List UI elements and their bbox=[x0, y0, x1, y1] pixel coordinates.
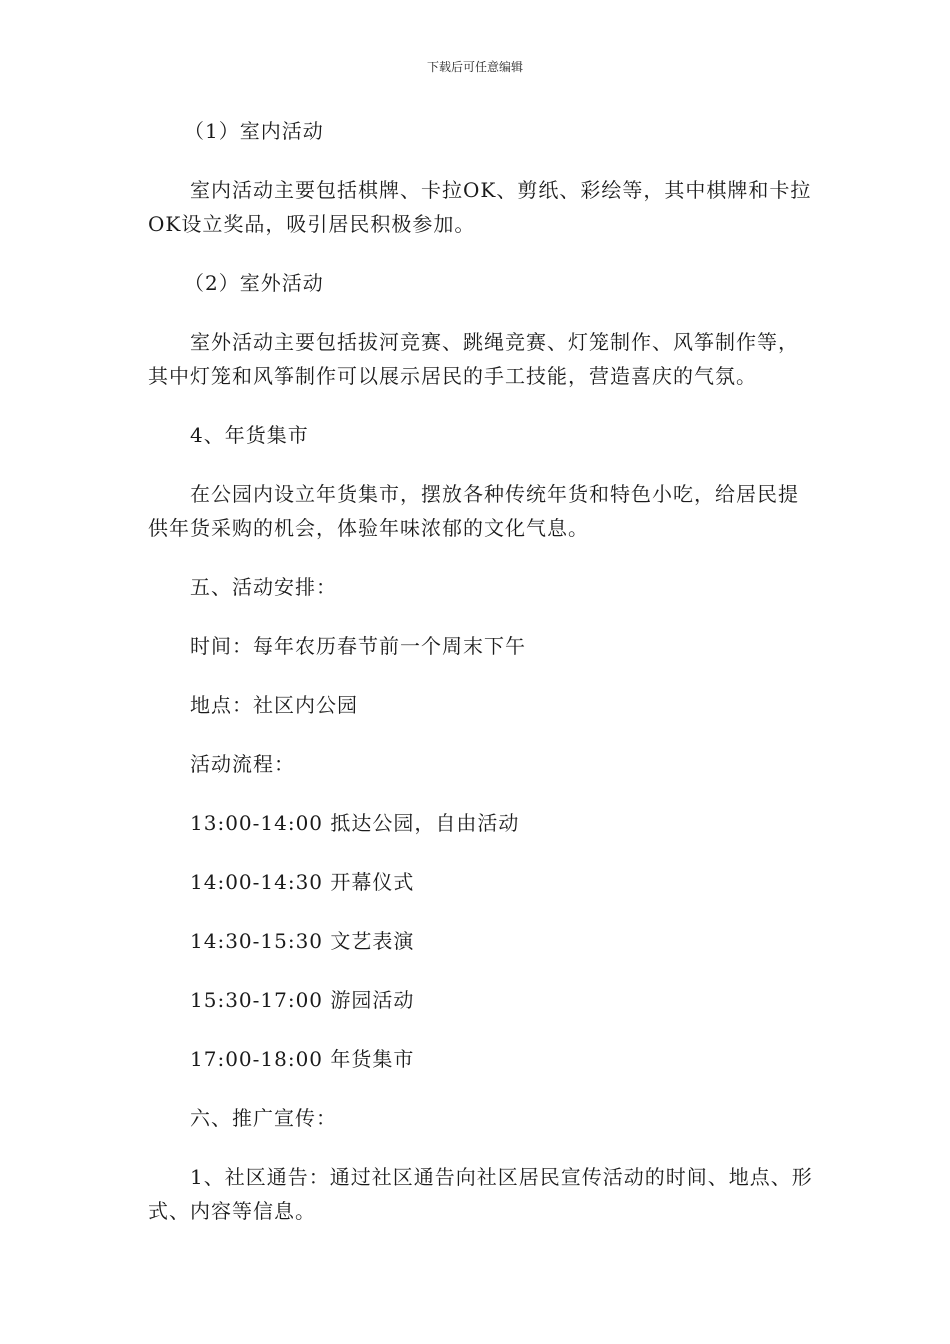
schedule-item: 17:00-18:00 年货集市 bbox=[190, 1047, 415, 1071]
schedule-item: 15:30-17:00 游园活动 bbox=[190, 988, 415, 1012]
schedule-flow-heading: 活动流程： bbox=[190, 752, 295, 776]
paragraph-indoor-activities: 室内活动主要包括棋牌、卡拉OK、剪纸、彩绘等，其中棋牌和卡拉OK设立奖品，吸引居民积极参加。 bbox=[148, 178, 812, 236]
schedule-item: 14:30-15:30 文艺表演 bbox=[190, 929, 415, 953]
heading-promotion: 六、推广宣传： bbox=[190, 1106, 337, 1130]
heading-schedule: 五、活动安排： bbox=[190, 575, 337, 599]
schedule-item: 14:00-14:30 开幕仪式 bbox=[190, 870, 415, 894]
schedule-item: 13:00-14:00 抵达公园，自由活动 bbox=[190, 811, 520, 835]
schedule-time: 时间：每年农历春节前一个周末下午 bbox=[190, 634, 526, 658]
subheading-outdoor-activities: （2）室外活动 bbox=[184, 271, 324, 295]
page-header-note: 下载后可任意编辑 bbox=[426, 60, 523, 74]
schedule-location: 地点：社区内公园 bbox=[190, 693, 358, 717]
heading-new-year-market: 4、年货集市 bbox=[190, 423, 309, 447]
paragraph-outdoor-activities: 室外活动主要包括拔河竞赛、跳绳竞赛、灯笼制作、风筝制作等，其中灯笼和风筝制作可以展示居民的手工技能，营造喜庆的气氛。 bbox=[148, 330, 799, 388]
paragraph-community-notice: 1、社区通告：通过社区通告向社区居民宣传活动的时间、地点、形式、内容等信息。 bbox=[148, 1165, 813, 1223]
document-body bbox=[148, 114, 818, 1253]
subheading-indoor-activities: （1）室内活动 bbox=[184, 119, 324, 143]
paragraph-new-year-market: 在公园内设立年货集市，摆放各种传统年货和特色小吃，给居民提供年货采购的机会，体验年味浓郁的文化气息。 bbox=[148, 482, 799, 540]
